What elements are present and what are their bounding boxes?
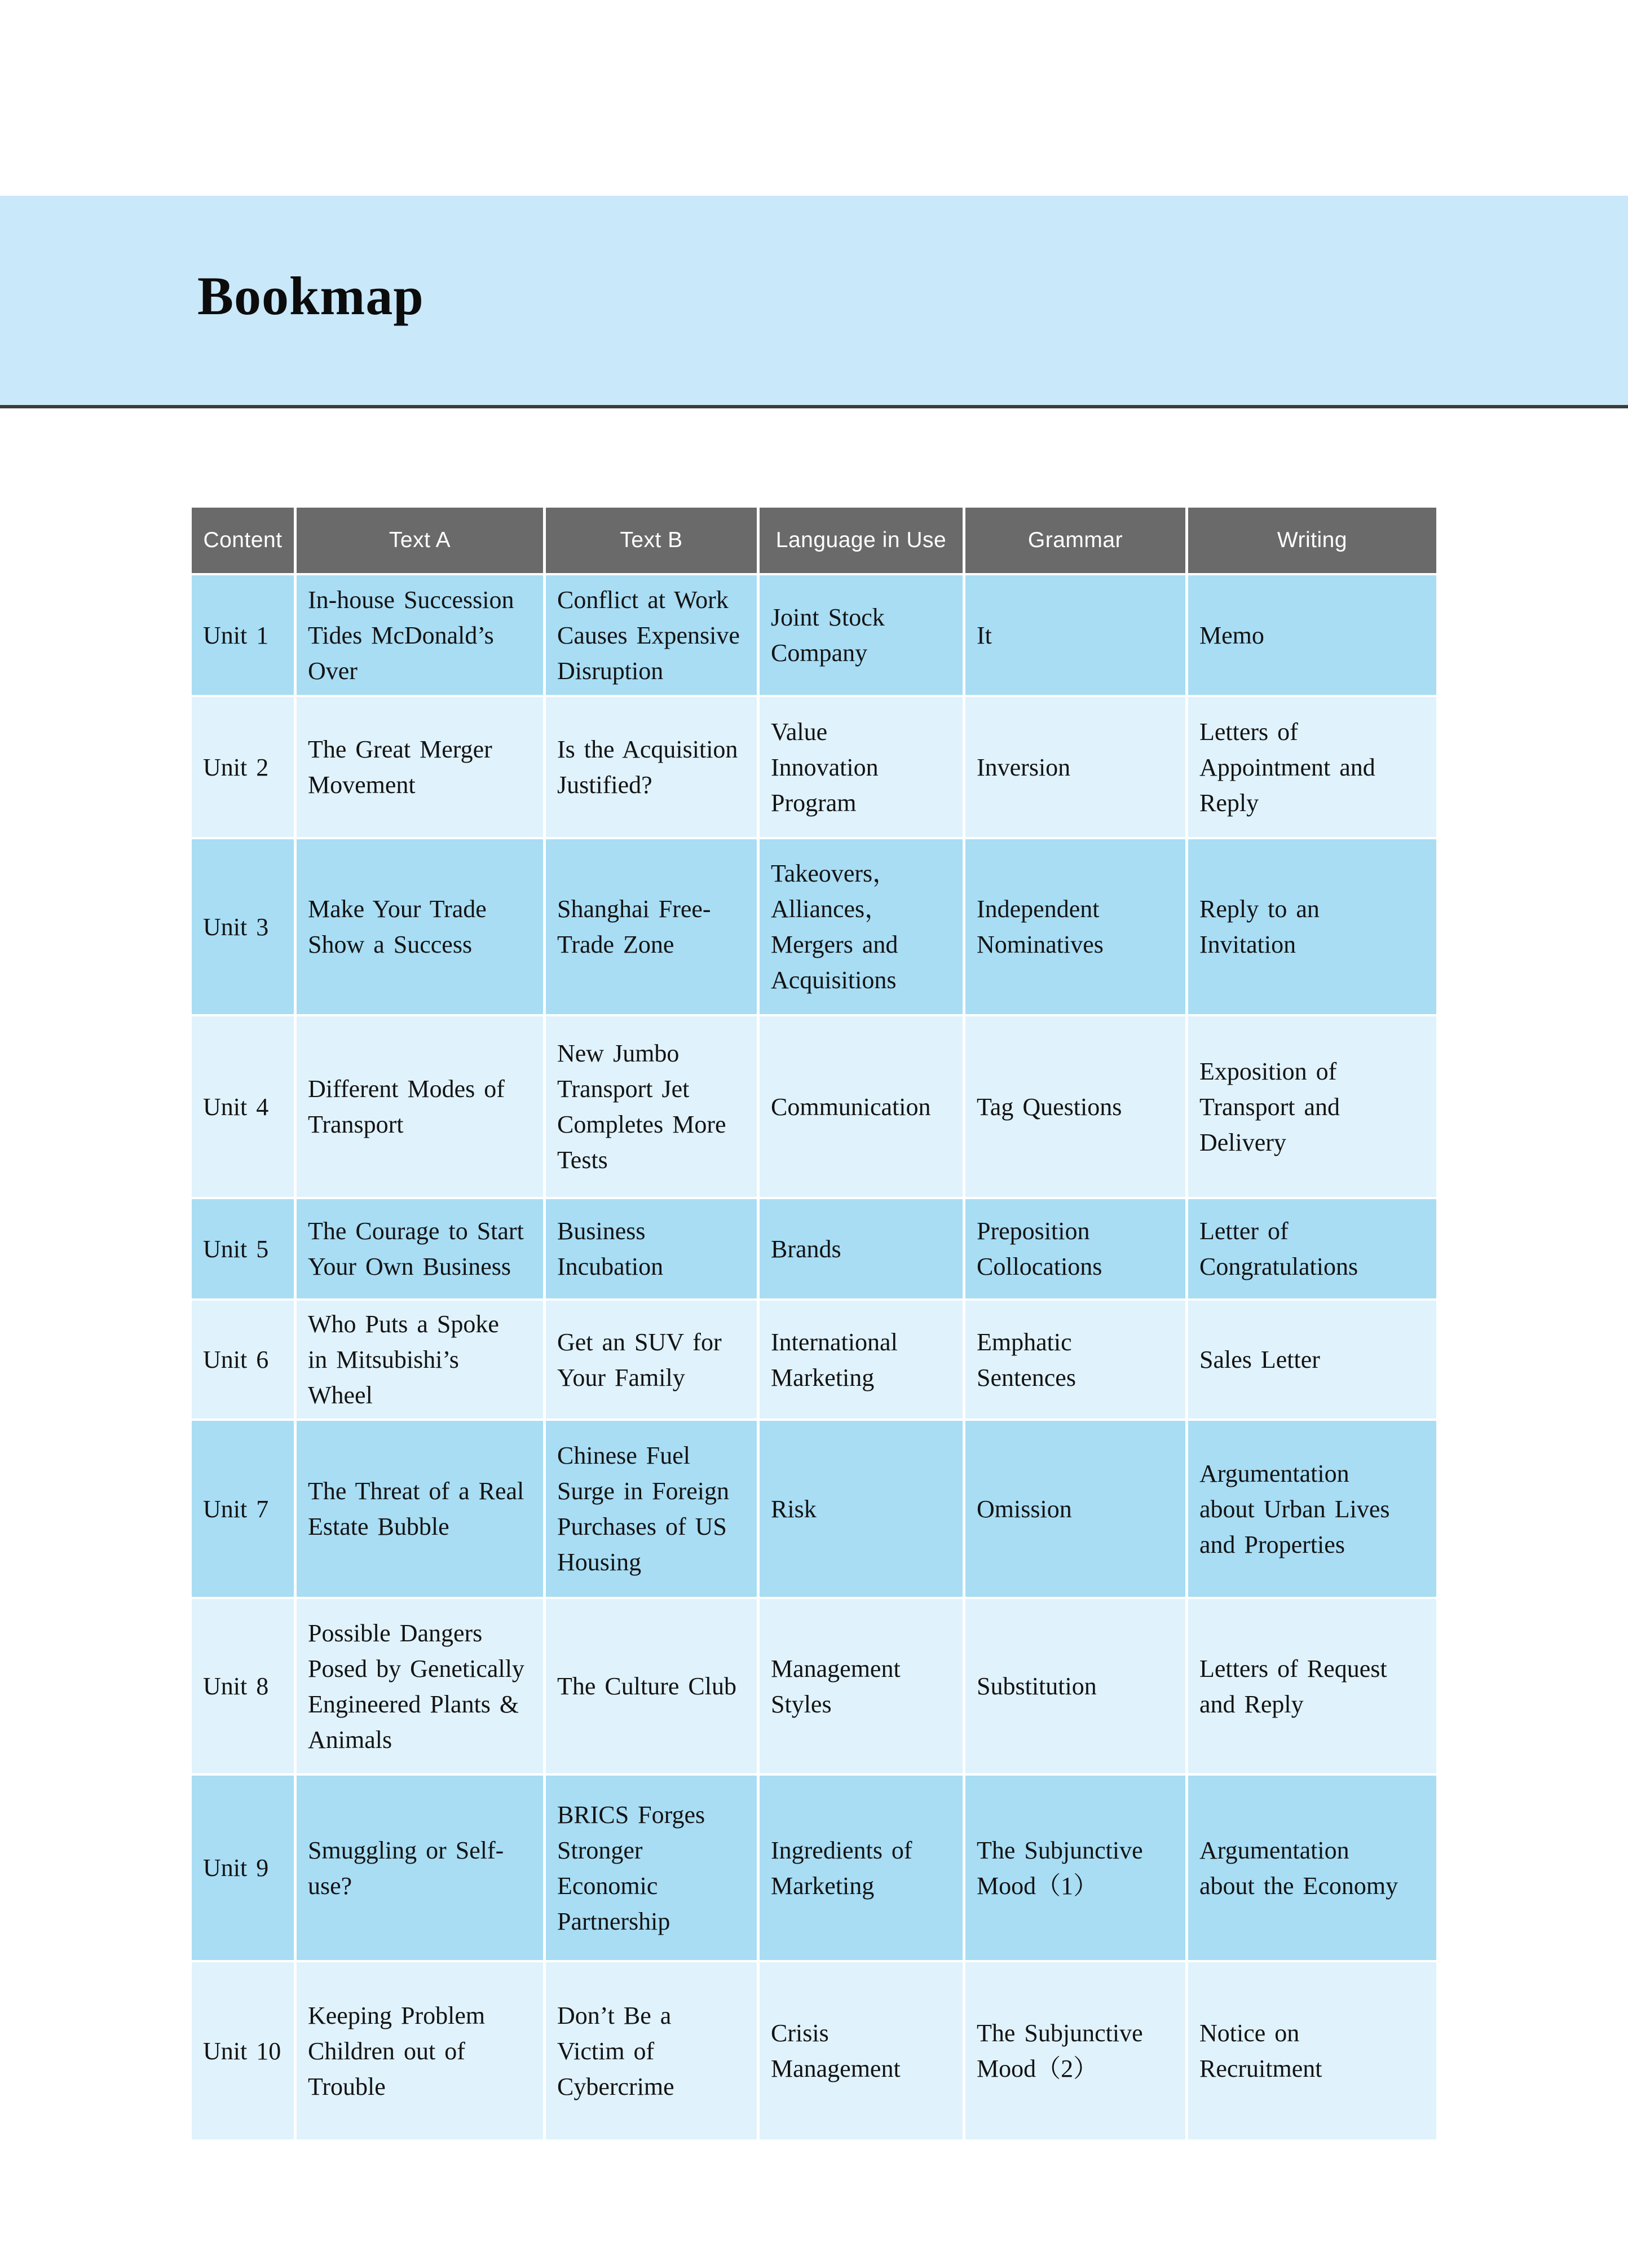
- text-b-cell: Shanghai Free-Trade Zone: [546, 839, 757, 1014]
- bookmap-table: [189, 505, 1439, 2142]
- table-header: [192, 508, 1436, 573]
- text-b-cell: The Culture Club: [546, 1599, 757, 1773]
- column-header-writing: Writing: [1188, 508, 1436, 573]
- unit-cell: Unit 2: [192, 697, 294, 837]
- page-title: Bookmap: [197, 266, 424, 326]
- writing-cell: Letter of Congratulations: [1188, 1199, 1436, 1298]
- text-b-cell: Business Incubation: [546, 1199, 757, 1298]
- table-row-unit-6: [192, 1301, 1436, 1419]
- header-row: [192, 508, 1436, 573]
- language-in-use-cell: Communication: [760, 1016, 963, 1197]
- table-row-unit-5: [192, 1199, 1436, 1298]
- unit-cell: Unit 4: [192, 1016, 294, 1197]
- unit-cell: Unit 5: [192, 1199, 294, 1298]
- table-row-unit-3: [192, 839, 1436, 1014]
- writing-cell: Exposition of Transport and Delivery: [1188, 1016, 1436, 1197]
- text-a-cell: The Great Merger Movement: [297, 697, 543, 837]
- grammar-cell: The Subjunctive Mood（2）: [965, 1962, 1185, 2139]
- grammar-cell: Inversion: [965, 697, 1185, 837]
- text-a-cell: The Courage to Start Your Own Business: [297, 1199, 543, 1298]
- text-b-cell: Is the Acquisition Justified?: [546, 697, 757, 837]
- text-b-cell: New Jumbo Transport Jet Completes More Tests: [546, 1016, 757, 1197]
- language-in-use-cell: Risk: [760, 1421, 963, 1597]
- table-row-unit-10: [192, 1962, 1436, 2139]
- column-header-content: Content: [192, 508, 294, 573]
- grammar-cell: Emphatic Sentences: [965, 1301, 1185, 1419]
- language-in-use-cell: Management Styles: [760, 1599, 963, 1773]
- writing-cell: Argumentation about the Economy: [1188, 1776, 1436, 1960]
- language-in-use-cell: Brands: [760, 1199, 963, 1298]
- text-a-cell: Smuggling or Self-use?: [297, 1776, 543, 1960]
- text-b-cell: Conflict at Work Causes Expensive Disruption: [546, 575, 757, 695]
- language-in-use-cell: Crisis Management: [760, 1962, 963, 2139]
- text-a-cell: The Threat of a Real Estate Bubble: [297, 1421, 543, 1597]
- writing-cell: Memo: [1188, 575, 1436, 695]
- table-row-unit-2: [192, 697, 1436, 837]
- text-a-cell: Possible Dangers Posed by Genetically Engineered Plants & Animals: [297, 1599, 543, 1773]
- table-row-unit-1: [192, 575, 1436, 695]
- language-in-use-cell: Takeovers，Alliances，Mergers and Acquisitions: [760, 839, 963, 1014]
- table-body: [192, 575, 1436, 2139]
- text-a-cell: In-house Succession Tides McDonald’s Over: [297, 575, 543, 695]
- column-header-language-in-use: Language in Use: [760, 508, 963, 573]
- title-banner: [0, 196, 1628, 408]
- writing-cell: Letters of Appointment and Reply: [1188, 697, 1436, 837]
- column-header-text-b: Text B: [546, 508, 757, 573]
- writing-cell: Notice on Recruitment: [1188, 1962, 1436, 2139]
- language-in-use-cell: Ingredients of Marketing: [760, 1776, 963, 1960]
- grammar-cell: Omission: [965, 1421, 1185, 1597]
- unit-cell: Unit 10: [192, 1962, 294, 2139]
- table-row-unit-9: [192, 1776, 1436, 1960]
- unit-cell: Unit 6: [192, 1301, 294, 1419]
- grammar-cell: The Subjunctive Mood（1）: [965, 1776, 1185, 1960]
- column-header-text-a: Text A: [297, 508, 543, 573]
- writing-cell: Letters of Request and Reply: [1188, 1599, 1436, 1773]
- grammar-cell: Tag Questions: [965, 1016, 1185, 1197]
- language-in-use-cell: Joint Stock Company: [760, 575, 963, 695]
- grammar-cell: It: [965, 575, 1185, 695]
- table-row-unit-4: [192, 1016, 1436, 1197]
- column-header-grammar: Grammar: [965, 508, 1185, 573]
- writing-cell: Sales Letter: [1188, 1301, 1436, 1419]
- grammar-cell: Independent Nominatives: [965, 839, 1185, 1014]
- language-in-use-cell: Value Innovation Program: [760, 697, 963, 837]
- table-row-unit-8: [192, 1599, 1436, 1773]
- text-a-cell: Who Puts a Spoke in Mitsubishi’s Wheel: [297, 1301, 543, 1419]
- unit-cell: Unit 8: [192, 1599, 294, 1773]
- text-b-cell: Chinese Fuel Surge in Foreign Purchases of US Housing: [546, 1421, 757, 1597]
- text-b-cell: Don’t Be a Victim of Cybercrime: [546, 1962, 757, 2139]
- writing-cell: Reply to an Invitation: [1188, 839, 1436, 1014]
- unit-cell: Unit 1: [192, 575, 294, 695]
- text-b-cell: BRICS Forges Stronger Economic Partnership: [546, 1776, 757, 1960]
- language-in-use-cell: International Marketing: [760, 1301, 963, 1419]
- writing-cell: Argumentation about Urban Lives and Properties: [1188, 1421, 1436, 1597]
- unit-cell: Unit 7: [192, 1421, 294, 1597]
- unit-cell: Unit 9: [192, 1776, 294, 1960]
- table-row-unit-7: [192, 1421, 1436, 1597]
- unit-cell: Unit 3: [192, 839, 294, 1014]
- grammar-cell: Substitution: [965, 1599, 1185, 1773]
- text-a-cell: Different Modes of Transport: [297, 1016, 543, 1197]
- text-b-cell: Get an SUV for Your Family: [546, 1301, 757, 1419]
- text-a-cell: Make Your Trade Show a Success: [297, 839, 543, 1014]
- grammar-cell: Preposition Collocations: [965, 1199, 1185, 1298]
- text-a-cell: Keeping Problem Children out of Trouble: [297, 1962, 543, 2139]
